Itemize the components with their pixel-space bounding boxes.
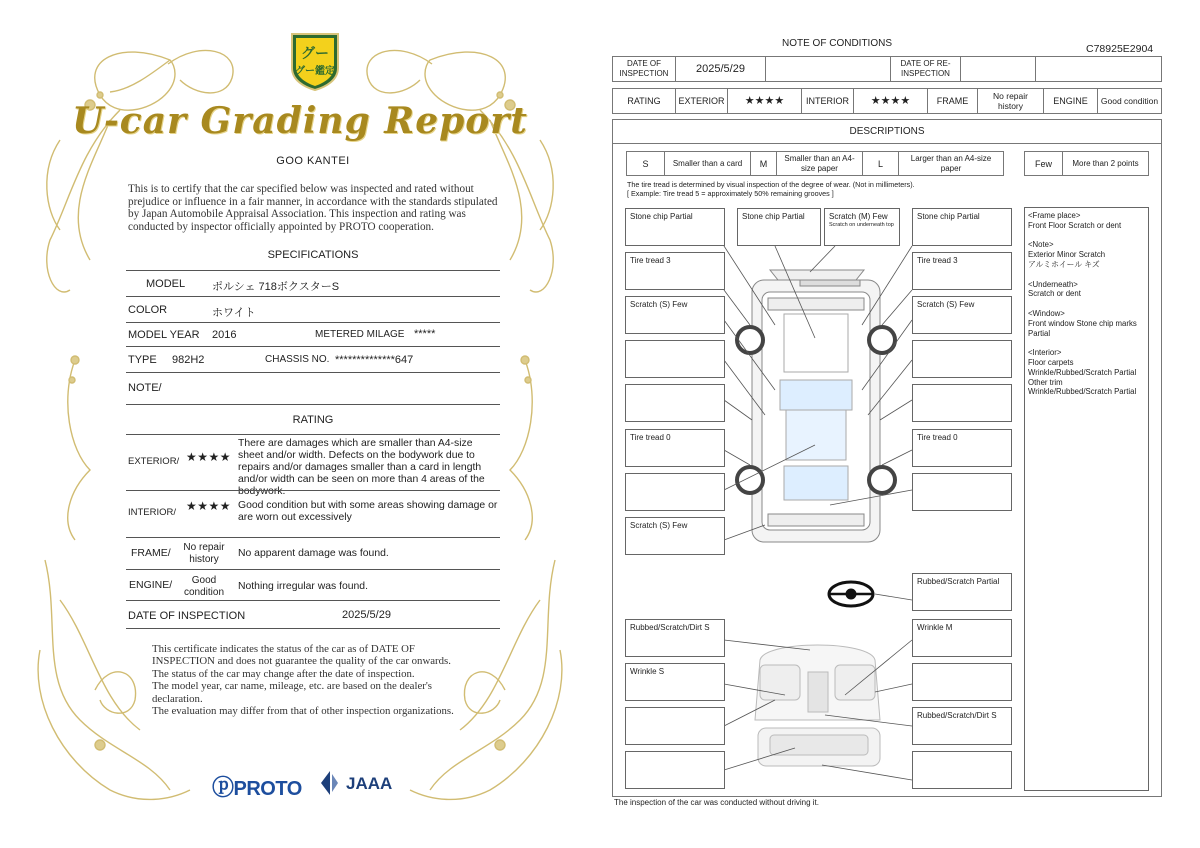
callout-box: Scratch (S) Few	[912, 296, 1012, 334]
divider	[126, 537, 500, 538]
interior-label: INTERIOR/	[128, 507, 177, 518]
engine-label: ENGINE	[1044, 89, 1098, 114]
divider	[126, 270, 500, 271]
callout-box: Rubbed/Scratch/Dirt S	[625, 619, 725, 657]
divider	[126, 628, 500, 629]
damage-size-legend	[626, 151, 1004, 176]
date-of-inspection-value: 2025/5/29	[342, 609, 391, 621]
exterior-description: There are damages which are smaller than A4-size sheet and/or width. Defects on the bodywork due to repairs and/or damages smaller than a card in length and/or width can be seen on more than 4 areas of the bodywork.	[238, 438, 485, 497]
rating-table	[612, 88, 1162, 114]
mileage-label: METERED MILAGE	[315, 329, 405, 340]
damage-count-legend	[1024, 151, 1149, 176]
descriptions-heading: DESCRIPTIONS	[612, 119, 1162, 144]
interior-stars: ★★★★	[854, 89, 928, 114]
callout-box: Wrinkle M	[912, 619, 1012, 657]
date-of-inspection-label: DATE OF INSPECTION	[613, 57, 676, 82]
color-value: ホワイト	[212, 307, 256, 319]
report-subtitle: GOO KANTEI	[276, 155, 350, 167]
specifications-heading: SPECIFICATIONS	[267, 249, 359, 261]
engine-value: Good condition	[183, 575, 225, 598]
divider	[126, 346, 500, 347]
legend-l: L	[863, 152, 899, 176]
callout-box	[625, 340, 725, 378]
legend-l-desc: Larger than an A4-size paper	[899, 152, 1004, 176]
goo-kantei-badge-icon	[288, 30, 342, 92]
divider	[126, 569, 500, 570]
callout-box: Scratch (S) Few	[625, 517, 725, 555]
frame-label: FRAME/	[131, 547, 171, 559]
frame-label: FRAME	[928, 89, 978, 114]
note-of-conditions	[600, 0, 1200, 848]
note-label: NOTE/	[128, 382, 162, 394]
divider	[126, 372, 500, 373]
mileage-value: *****	[414, 328, 436, 340]
inspection-disclaimer: The inspection of the car was conducted without driving it.	[614, 798, 819, 807]
chassis-label: CHASSIS NO.	[265, 354, 330, 365]
divider	[126, 600, 500, 601]
date-of-reinspection-label: DATE OF RE-INSPECTION	[891, 57, 961, 82]
callout-box: Stone chip Partial	[737, 208, 821, 246]
svg-text:グー鑑定: グー鑑定	[295, 66, 335, 77]
callout-box: Rubbed/Scratch Partial	[912, 573, 1012, 611]
callout-box	[912, 663, 1012, 701]
exterior-stars: ★★★★	[728, 89, 802, 114]
jaaa-logo-icon	[318, 770, 342, 796]
remarks-panel: <Frame place> Front Floor Scratch or dent <Note> Exterior Minor Scratch アルミホイール キズ <Underneath> Scratch or dent <Window> Front window Stone chip marks Partial <Interior> Floor carpets Wrinkle/Rubbed/Scratch Partial Other trim Wrinkle/Rubbed/Scratch Partial	[1024, 207, 1149, 791]
callout-box	[625, 384, 725, 422]
type-label: TYPE	[128, 354, 157, 366]
interior-description: Good condition but with some areas showing damage or are worn out excessively	[238, 500, 498, 523]
legend-s-desc: Smaller than a card	[665, 152, 751, 176]
model-year-value: 2016	[212, 329, 237, 341]
divider	[126, 490, 500, 491]
type-value: 982H2	[172, 354, 205, 366]
tire-tread-note: The tire tread is determined by visual inspection of the degree of wear. (Not in millimeters). [ Example: Tire tread 5 = approximately 50% remaining grooves ]	[627, 180, 915, 198]
callout-box: Tire tread 0	[625, 429, 725, 467]
callout-box	[912, 473, 1012, 511]
color-label: COLOR	[128, 304, 168, 316]
divider	[126, 404, 500, 405]
callout-box: Scratch (M) Few Scratch on underneath top	[824, 208, 900, 246]
inspection-date-table	[612, 56, 1162, 82]
callout-box	[625, 707, 725, 745]
interior-stars: ★★★★	[186, 499, 232, 513]
model-year-label: MODEL YEAR	[128, 329, 200, 341]
model-label: MODEL	[146, 278, 186, 290]
model-value: ポルシェ 718ボクスターS	[212, 281, 340, 293]
chassis-value: **************647	[335, 354, 414, 366]
legend-m: M	[751, 152, 777, 176]
callout-box	[912, 751, 1012, 789]
legend-m-desc: Smaller than an A4-size paper	[777, 152, 863, 176]
legend-s: S	[627, 152, 665, 176]
exterior-label: EXTERIOR	[676, 89, 728, 114]
empty-cell	[1036, 57, 1162, 82]
callout-box: Scratch (S) Few	[625, 296, 725, 334]
divider	[126, 296, 500, 297]
exterior-label: EXTERIOR/	[128, 456, 180, 467]
engine-label: ENGINE/	[129, 579, 173, 591]
frame-value: No repair history	[183, 542, 225, 565]
empty-cell	[961, 57, 1036, 82]
report-title: U-car Grading Report	[72, 100, 528, 142]
frame-description: No apparent damage was found.	[238, 548, 389, 559]
callout-box: Tire tread 3	[625, 252, 725, 290]
callout-box: Tire tread 0	[912, 429, 1012, 467]
engine-description: Nothing irregular was found.	[238, 581, 368, 592]
callout-box: Wrinkle S	[625, 663, 725, 701]
callout-box: Tire tread 3	[912, 252, 1012, 290]
interior-label: INTERIOR	[802, 89, 854, 114]
legend-few: Few	[1025, 152, 1063, 176]
callout-box	[912, 340, 1012, 378]
callout-box	[625, 751, 725, 789]
divider	[126, 322, 500, 323]
certificate-footnote: This certificate indicates the status of the car as of DATE OF INSPECTION and does not guarantee the quality of the car onwards. The status of the car may change after the date of inspection. The model year, car name, mileage, etc. are based on the dealer's declaration. The evaluation may differ from that of other inspection organizations.	[152, 643, 454, 718]
rating-heading: RATING	[292, 414, 334, 426]
date-of-inspection-label: DATE OF INSPECTION	[128, 610, 246, 622]
callout-box: Stone chip Partial	[625, 208, 725, 246]
note-title: NOTE OF CONDITIONS	[782, 38, 892, 49]
proto-logo: ⓟPROTO	[212, 775, 302, 800]
svg-text:グー: グー	[301, 46, 329, 62]
callout-box	[912, 384, 1012, 422]
engine-value: Good condition	[1098, 89, 1162, 114]
jaaa-logo: JAAA	[346, 774, 393, 793]
rating-label: RATING	[613, 89, 676, 114]
exterior-stars: ★★★★	[186, 450, 232, 464]
divider	[126, 434, 500, 435]
frame-value: No repair history	[978, 89, 1044, 114]
certify-statement: This is to certify that the car specified below was inspected and rated without prejudice or influence in a fair manner, in accordance with the standards stipulated by Japan Automobile Appraisal Association. This inspection and rating was conducted by inspector officially appointed by PROTO cooperation.	[128, 183, 498, 233]
legend-few-desc: More than 2 points	[1063, 152, 1149, 176]
date-of-inspection-value: 2025/5/29	[676, 57, 766, 82]
callout-box: Stone chip Partial	[912, 208, 1012, 246]
empty-cell	[766, 57, 891, 82]
certificate-number: C78925E2904	[1086, 43, 1154, 55]
callout-box: Rubbed/Scratch/Dirt S	[912, 707, 1012, 745]
callout-box	[625, 473, 725, 511]
